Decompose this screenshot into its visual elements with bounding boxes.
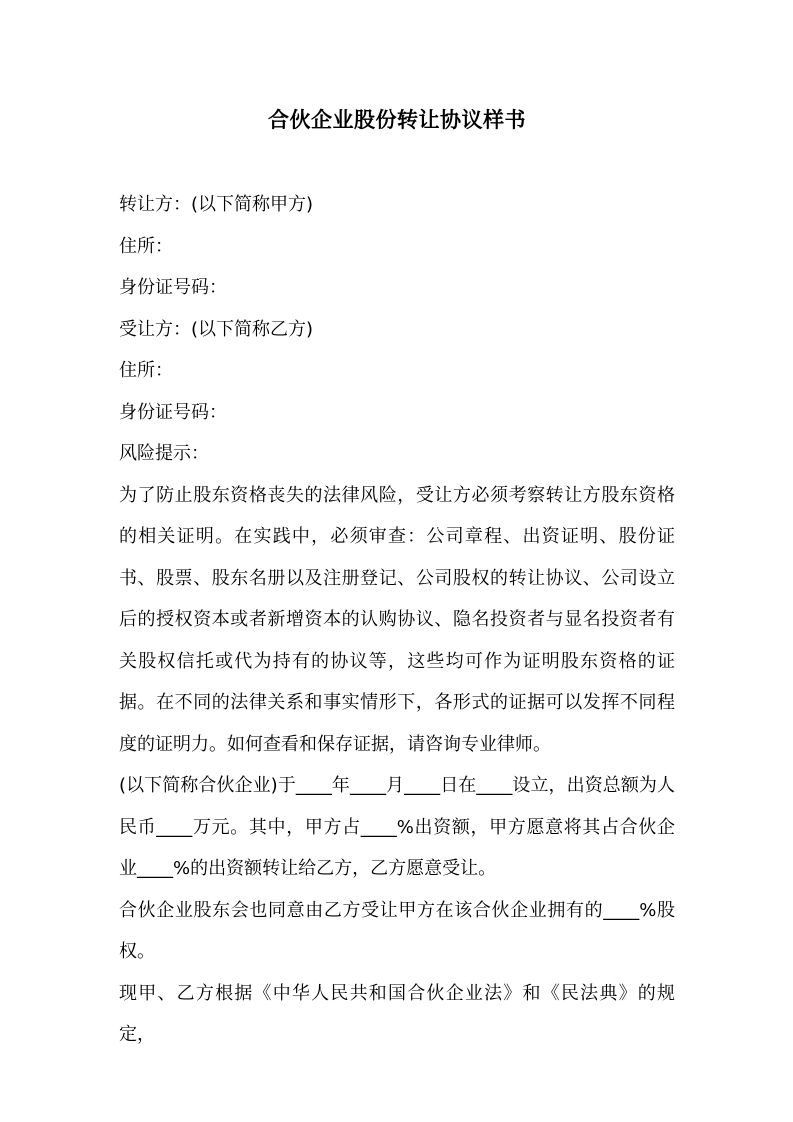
document-body: [119, 184, 675, 1056]
transferor-id-line: 身份证号码：: [119, 277, 227, 298]
transferor-line: 转让方：(以下简称甲方): [119, 194, 314, 215]
transferee-id-line: 身份证号码：: [119, 401, 227, 423]
risk-paragraph: 为了防止股东资格丧失的法律风险，受让方必须考察转让方股东资格的相关证明。在实践中，必须审查：公司章程、出资证明、股份证书、股票、股东名册以及注册登记、公司股权的转让协议、公司设立后的授权资本或者新增资本的认购协议、隐名投资者与显名投资者有关股权信托或代为持有的协议等，这些均可作为证明股东资格的证据。在不同的法律关系和事实情形下，各形式的证据可以发挥不同程度的证明力。如何查看和保存证据，请咨询专业律师。: [119, 484, 675, 755]
transferee-line: 受让方：(以下简称乙方): [119, 318, 314, 340]
clause-establishment: (以下简称合伙企业)于____年____月____日在____设立，出资总额为人民币____万元。其中，甲方占____%出资额，甲方愿意将其占合伙企业____%的出资额转让给乙方，乙方愿意受让。: [119, 775, 675, 879]
transferor-address-line: 住所：: [119, 235, 173, 257]
clause-shareholder-consent: 合伙企业股东会也同意由乙方受让甲方在该合伙企业拥有的____%股权。: [119, 899, 675, 962]
clause-legal-basis: 现甲、乙方根据《中华人民共和国合伙企业法》和《民法典》的规定，: [119, 982, 675, 1045]
risk-heading: 风险提示：: [119, 443, 209, 464]
transferee-address-line: 住所：: [119, 360, 173, 381]
document-title: 合伙企业股份转让协议样书: [268, 108, 526, 132]
